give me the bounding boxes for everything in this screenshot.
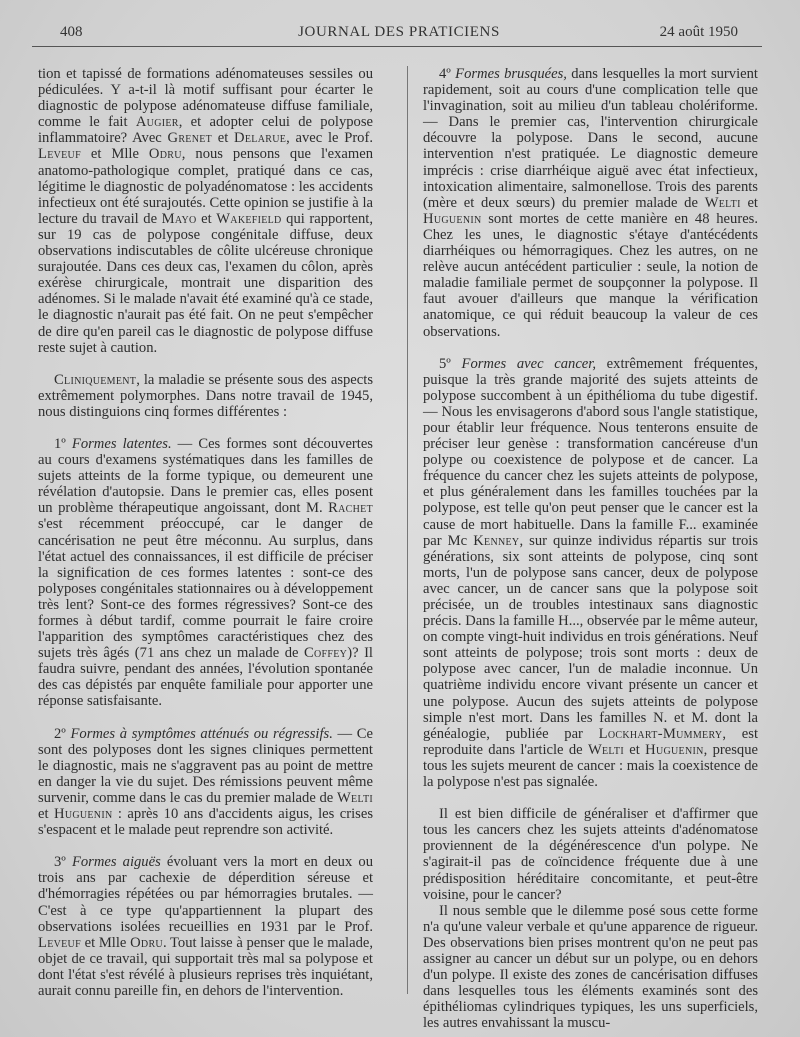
left-column bbox=[38, 66, 373, 999]
issue-date: 24 août 1950 bbox=[659, 24, 738, 40]
text-run: : après 10 ans d'accidents aigus, les crises s'espacent et le malade peut reprendre son activité. bbox=[38, 806, 373, 839]
text-run: et bbox=[740, 194, 758, 211]
author-name: Leveuf bbox=[38, 934, 81, 951]
text-run: , la maladie se présente sous des aspects extrêmement polymorphes. Dans notre travail de 1945, nous distinguions cinq formes différentes : bbox=[38, 371, 373, 420]
text-run: sont mortes de cette manière en 48 heures. Chez les unes, le diagnostic s'étaye d'antécédents diarrhéiques ou hémorragiques. Chez les autres, on ne relève aucun antécédent particulier : seule, la notion de maladie familiale permet de soupçonner la polypose. Il faut avouer d'ailleurs que manque la vérification anatomique, ce qui réduit beaucoup la valeur de ces observations. bbox=[423, 210, 758, 340]
author-name: Odru bbox=[148, 146, 182, 163]
author-name: Coffey bbox=[304, 645, 348, 662]
italic-heading: Formes latentes. bbox=[71, 435, 172, 452]
author-name: Mayo bbox=[161, 210, 197, 227]
author-name: Rachet bbox=[328, 500, 373, 517]
page-number: 408 bbox=[60, 24, 83, 40]
text-run: et Mlle bbox=[80, 934, 131, 951]
paragraph bbox=[423, 806, 758, 903]
author-name: Grenet bbox=[167, 130, 213, 147]
author-name: Odru bbox=[130, 934, 163, 951]
text-run: extrêmement fréquentes, puisque la très grande majorité des sujets atteints de polypose succombent à un épithélioma du tube digestif. — Nous les envisagerons d'abord sous l'angle statistique, pour établir leur fréquence. Nous tenterons ensuite de préciser leur genèse : transformation cancéreuse d'un polype ou coexistence de polypose et de cancer. La fréquence du cancer chez les sujets atteints de polypose, et plus généralement dans les familles touchées par la polypose, est telle qu'on peut penser que le cancer est la cause de mort habituelle. Dans la famille F... examinée par Mc bbox=[423, 355, 758, 549]
text-run: , avec le Prof. bbox=[286, 130, 373, 147]
text-run: Il nous semble que le dilemme posé sous cette forme n'a qu'une valeur verbale et qu'une apparence de rigueur. Des observations bien prises montrent qu'on ne peut pas assigner au cancer un début sur un polype, ou en dehors d'un polype. Il existe des zones de cancérisation diffuses dans lesquelles tous les éléments examinés sont des épithéliomas cylindriques typiques, les uns superficiels, les autres envahissant la muscu- bbox=[423, 902, 758, 1032]
paragraph bbox=[38, 854, 373, 999]
text-run: 5º bbox=[439, 355, 462, 372]
page-header bbox=[60, 24, 738, 46]
author-name: Welti bbox=[587, 741, 624, 758]
paragraph bbox=[423, 66, 758, 340]
paragraph bbox=[38, 726, 373, 839]
text-run: , nous pensons que l'examen anatomo-pathologique complet, pratiqué dans ce cas, légitime le diagnostic de polyadénomatose : les accidents infectieux ont été surajoutés. Cette opinion se justifie à la lecture du travail de bbox=[38, 146, 373, 227]
text-run: dans lesquelles la mort survient rapidement, soit au cours d'une complication telle que l'invagination, soit au milieu d'un tableau cholériforme. — Dans le premier cas, l'intervention chirurgicale découvre la polypose. Dans le second, aucune intervention n'est pratiquée. Le diagnostic demeure imprécis : crise diarrhéique aiguë avec état infectieux, intoxication alimentaire, salmonellose. Trois des parents (mère et deux sœurs) du premier malade de bbox=[423, 66, 758, 211]
text-run: tion et tapissé de formations adénomateuses sessiles ou pédiculées. Y a-t-il là motif suffisant pour écarter le diagnostic de polypose adénomateuse diffuse familiale, comme le fait bbox=[38, 66, 373, 131]
text-run: s'est récemment préoccupé, car le danger de cancérisation ne peut être méconnu. Au surplus, dans l'état actuel des connaissances, il est difficile de préciser la signification de ces formes latentes : sont-ce des polyposes congénitales stationnaires ou à développement très lent? Sont-ce des formes régressives? Sont-ce des formes à début tardif, comme pourrait le faire croire l'apparition des symptômes caractéristiques chez des sujets très âgés (71 ans chez un malade de bbox=[38, 516, 373, 662]
text-run: 2º bbox=[54, 725, 71, 742]
text-run: et Mlle bbox=[80, 146, 149, 163]
paragraph bbox=[423, 903, 758, 1032]
paragraph bbox=[423, 356, 758, 791]
paragraph bbox=[38, 436, 373, 710]
author-name: Huguenin bbox=[645, 741, 704, 758]
author-name: Welti bbox=[704, 194, 741, 211]
text-run: 4º bbox=[439, 66, 456, 82]
text-run: et bbox=[196, 210, 217, 227]
text-run: , sur quinze individus répartis sur trois générations, six sont atteints de polypose, cinq sont morts, l'un de polypose sans cancer, deux de polypose avec cancer, un de cancer sans que la polypose soit précisée, un de troubles intestinaux sans diagnostic précis. Dans la famille H..., observée par le même auteur, on compte vingt-huit individus en trois générations. Neuf sont atteints de polypose; trois sont morts : deux de polypose avec cancer, l'un de maladie inconnue. Un quatrième individu encore vivant présente un cancer et une polypose. Aucun des sujets atteints de polypose simple n'est mort. Dans les familles N. et M. dont la généalogie, publiée par bbox=[423, 532, 758, 742]
text-run: Il est bien difficile de généraliser et d'affirmer que tous les cancers chez les sujets atteints d'adénomatose proviennent de la dégénérescence d'un polype. Ne s'agirait-il pas de coïncidence fréquente due à une prédisposition héréditaire concomitante, et peut-être voisine, pour le cancer? bbox=[423, 806, 758, 903]
italic-heading: Formes aiguës bbox=[71, 854, 161, 871]
text-run: , presque tous les sujets meurent de cancer : mais la coexistence de la polypose n'est pas signalée. bbox=[423, 741, 758, 791]
text-run: et bbox=[623, 741, 646, 758]
author-name: Cliniquement bbox=[54, 371, 137, 388]
text-run: qui rapportent, sur 19 cas de polypose congénitale diffuse, deux observations indiscutables de côlite ulcéreuse chronique surajoutée. Dans ces deux cas, l'examen du côlon, après exérèse chirurgicale, montrait une disparition des adénomes. Si le malade n'avait été examiné qu'à ce stade, le diagnostic n'aurait pas été fait. On ne peut s'empêcher de dire qu'en pareil cas le diagnostic de polypose diffuse reste sujet à caution. bbox=[38, 210, 373, 356]
header-rule bbox=[32, 46, 762, 47]
text-run: , est reproduite dans l'article de bbox=[423, 725, 759, 758]
text-run: — Ces formes sont découvertes au cours d'examens systématiques dans les familles de sujets atteints de la forme typique, ou demeurent une révélation d'autopsie. Dans le premier cas, elles posent un problème thérapeutique angoissant, dont M. bbox=[38, 435, 373, 517]
text-run: )? Il faudra suivre, pendant des années, l'évolution spontanée des cas dépistés par enquête familiale pour apporter une réponse satisfaisante. bbox=[38, 645, 373, 710]
text-run: — Ce sont des polyposes dont les signes cliniques permettent le diagnostic, mais ne s'aggravent pas au point de mettre en danger la vie du sujet. Des rémissions peuvent même survenir, comme dans le cas du premier malade de bbox=[38, 725, 373, 806]
text-run: , et adopter celui de polypose inflammatoire? Avec bbox=[38, 114, 373, 147]
author-name: Lockhart-Mummery bbox=[598, 725, 723, 742]
italic-heading: Formes à symptômes atténués ou régressifs. bbox=[70, 725, 333, 742]
author-name: Wakefield bbox=[216, 210, 282, 227]
author-name: Augier bbox=[135, 114, 179, 131]
author-name: Huguenin bbox=[53, 806, 113, 823]
author-name: Delarue bbox=[234, 130, 287, 147]
right-column bbox=[423, 66, 758, 1031]
text-run: 3º bbox=[54, 854, 72, 871]
paragraph bbox=[38, 372, 373, 420]
text-run: et bbox=[212, 130, 235, 147]
author-name: Welti bbox=[336, 789, 373, 806]
text-run: et bbox=[38, 806, 54, 823]
text-run: 1º bbox=[54, 435, 72, 452]
author-name: Huguenin bbox=[423, 210, 482, 227]
column-divider bbox=[407, 66, 408, 994]
italic-heading: Formes avec cancer, bbox=[461, 355, 596, 372]
journal-title: JOURNAL DES PRATICIENS bbox=[298, 24, 500, 40]
text-run: . Tout laisse à penser que le malade, objet de ce travail, qui supportait très mal sa polypose et dont l'état s'est révélé à plusieurs reprises très inquiétant, aurait connu pareille fin, en dehors de l'intervention. bbox=[38, 934, 373, 999]
author-name: Kenney bbox=[473, 532, 520, 549]
italic-heading: Formes brusquées, bbox=[455, 66, 567, 82]
author-name: Leveuf bbox=[38, 146, 81, 163]
text-run: évoluant vers la mort en deux ou trois ans par cachexie de déperdition séreuse et d'hémorragies répétées ou par hémorragies brutales. — C'est à ce type qu'appartiennent la plupart des observations isolées recueillies en 1931 par le Prof. bbox=[38, 854, 373, 935]
paragraph bbox=[38, 66, 373, 356]
